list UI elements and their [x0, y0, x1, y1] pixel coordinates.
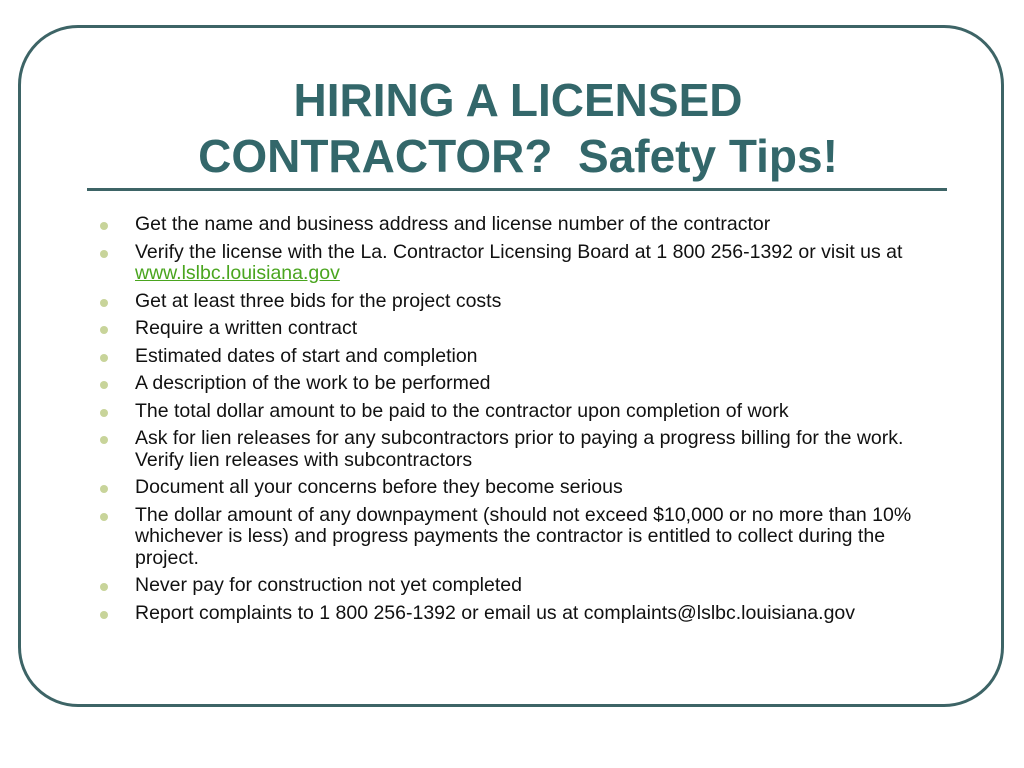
bullet-list: [100, 214, 950, 630]
bullet-dot-icon: [100, 250, 108, 258]
bullet-text: The dollar amount of any downpayment (should not exceed $10,000 or no more than 10% whichever is less) and progress payments the contractor is entitled to collect during the project.: [135, 503, 912, 569]
bullet-dot-icon: [100, 354, 108, 362]
bullet-text: Document all your concerns before they become serious: [135, 476, 623, 498]
bullet-item: [100, 505, 950, 570]
title-line-2: CONTRACTOR? Safety Tips!: [198, 130, 838, 182]
bullet-text: A description of the work to be performed: [135, 372, 491, 394]
bullet-item: [100, 373, 950, 395]
bullet-text: Verify the license with the La. Contractor Licensing Board at 1 800 256-1392 or visit us at: [135, 240, 903, 263]
bullet-item: [100, 242, 950, 285]
bullet-dot-icon: [100, 485, 108, 493]
bullet-text: Get at least three bids for the project costs: [135, 289, 502, 312]
bullet-item: [100, 428, 950, 471]
bullet-text: Never pay for construction not yet completed: [135, 574, 522, 596]
bullet-dot-icon: [100, 513, 108, 521]
title-divider: [87, 188, 947, 191]
bullet-text: Report complaints to 1 800 256-1392 or email us at complaints@lslbc.louisiana.gov: [135, 601, 856, 624]
bullet-item: [100, 214, 950, 236]
bullet-text: Require a written contract: [135, 317, 358, 339]
bullet-dot-icon: [100, 222, 108, 230]
website-link[interactable]: www.lslbc.louisiana.gov: [135, 262, 340, 284]
bullet-item: [100, 575, 950, 597]
bullet-dot-icon: [100, 299, 108, 307]
bullet-text: Estimated dates of start and completion: [135, 344, 478, 367]
bullet-dot-icon: [100, 611, 108, 619]
slide-title: [88, 72, 948, 184]
bullet-dot-icon: [100, 381, 108, 389]
bullet-dot-icon: [100, 436, 108, 444]
bullet-item: [100, 603, 950, 625]
bullet-text: The total dollar amount to be paid to the contractor upon completion of work: [135, 399, 789, 422]
bullet-text: Ask for lien releases for any subcontractors prior to paying a progress billing for the work. Verify lien releases with subcontractors: [135, 427, 904, 471]
title-line-1: HIRING A LICENSED: [293, 74, 743, 126]
bullet-dot-icon: [100, 326, 108, 334]
bullet-dot-icon: [100, 409, 108, 417]
bullet-dot-icon: [100, 583, 108, 591]
bullet-item: [100, 291, 950, 313]
bullet-item: [100, 318, 950, 340]
bullet-text: Get the name and business address and license number of the contractor: [135, 213, 771, 235]
bullet-item: [100, 346, 950, 368]
bullet-item: [100, 477, 950, 499]
bullet-item: [100, 401, 950, 423]
